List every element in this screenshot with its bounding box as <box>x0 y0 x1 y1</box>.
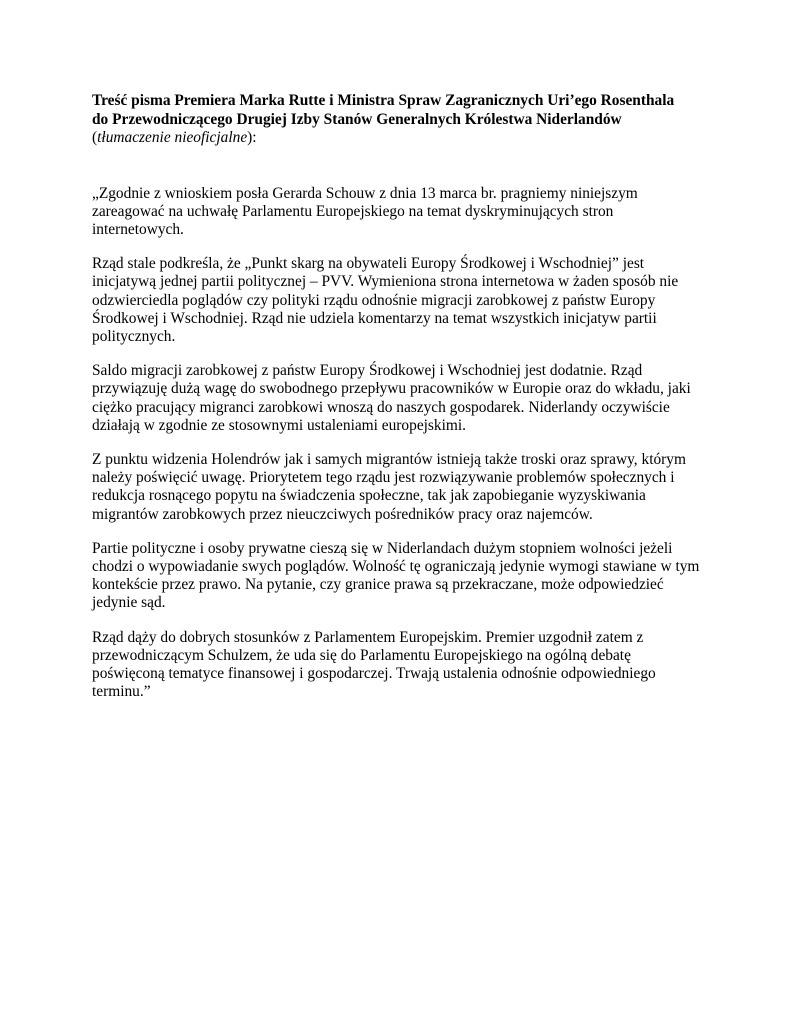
subtitle-close-paren: ): <box>247 129 257 146</box>
body-paragraph: Partie polityczne i osoby prywatne cieszą się w Niderlandach dużym stopniem wolności jeżeli chodzi o wypowiadanie swych poglądów. Wolność tę ograniczają jedynie wymogi stawiane w tym kontekście przez prawo. Na pytanie, czy granice prawa są przekraczane, może odpowiedzieć jedynie sąd. <box>92 539 700 612</box>
body-paragraph: Z punktu widzenia Holendrów jak i samych migrantów istnieją także troski oraz sprawy, którym należy poświęcić uwagę. Priorytetem tego rządu jest rozwiązywanie problemów społecznych i redukcja rosnącego popytu na świadczenia społeczne, tak jak zapobieganie wyzyskiwania migrantów zarobkowych przez nieuczciwych pośredników pracy oraz najemców. <box>92 450 686 523</box>
document-title-line-2: do Przewodniczącego Drugiej Izby Stanów Generalnych Królestwa Niderlandów <box>92 110 622 128</box>
body-paragraph: Rząd dąży do dobrych stosunków z Parlamentem Europejskim. Premier uzgodnił zatem z przewodniczącym Schulzem, że uda się do Parlamentu Europejskiego na ogólną debatę poświęconą tematyce finansowej i gospodarczej. Trwają ustalenia odnośnie odpowiedniego terminu.” <box>92 628 656 701</box>
document-heading <box>92 92 707 148</box>
subtitle-italic-text: tłumaczenie nieoficjalne <box>97 129 248 146</box>
document-title-line-1: Treść pisma Premiera Marka Rutte i Ministra Spraw Zagranicznych Uri’ego Rosenthala <box>92 92 675 109</box>
document-body <box>92 185 707 702</box>
document-page <box>92 92 707 717</box>
body-paragraph: „Zgodnie z wnioskiem posła Gerarda Schouw z dnia 13 marca br. pragniemy niniejszym zareagować na uchwałę Parlamentu Europejskiego na temat dyskryminujących stron internetowych. <box>92 184 638 238</box>
document-subtitle <box>92 129 707 148</box>
subtitle-open-paren: ( <box>92 129 98 146</box>
body-paragraph: Rząd stale podkreśla, że „Punkt skarg na obywateli Europy Środkowej i Wschodniej” jest inicjatywą jednej partii politycznej – PVV. Wymieniona strona internetowa w żaden sposób nie odzwierciedla poglądów czy polityki rządu odnośnie migracji zarobkowej z państw Europy Środkowej i Wschodniej. Rząd nie udziela komentarzy na temat wszystkich inicjatyw partii politycznych. <box>92 255 679 345</box>
body-paragraph: Saldo migracji zarobkowej z państw Europy Środkowej i Wschodniej jest dodatnie. Rząd przywiązuję dużą wagę do swobodnego przepływu pracowników w Europie oraz do wkładu, jaki ciężko pracujący migranci zarobkowi wnoszą do naszych gospodarek. Niderlandy oczywiście działają w zgodnie ze stosownymi ustaleniami europejskimi. <box>92 362 691 434</box>
